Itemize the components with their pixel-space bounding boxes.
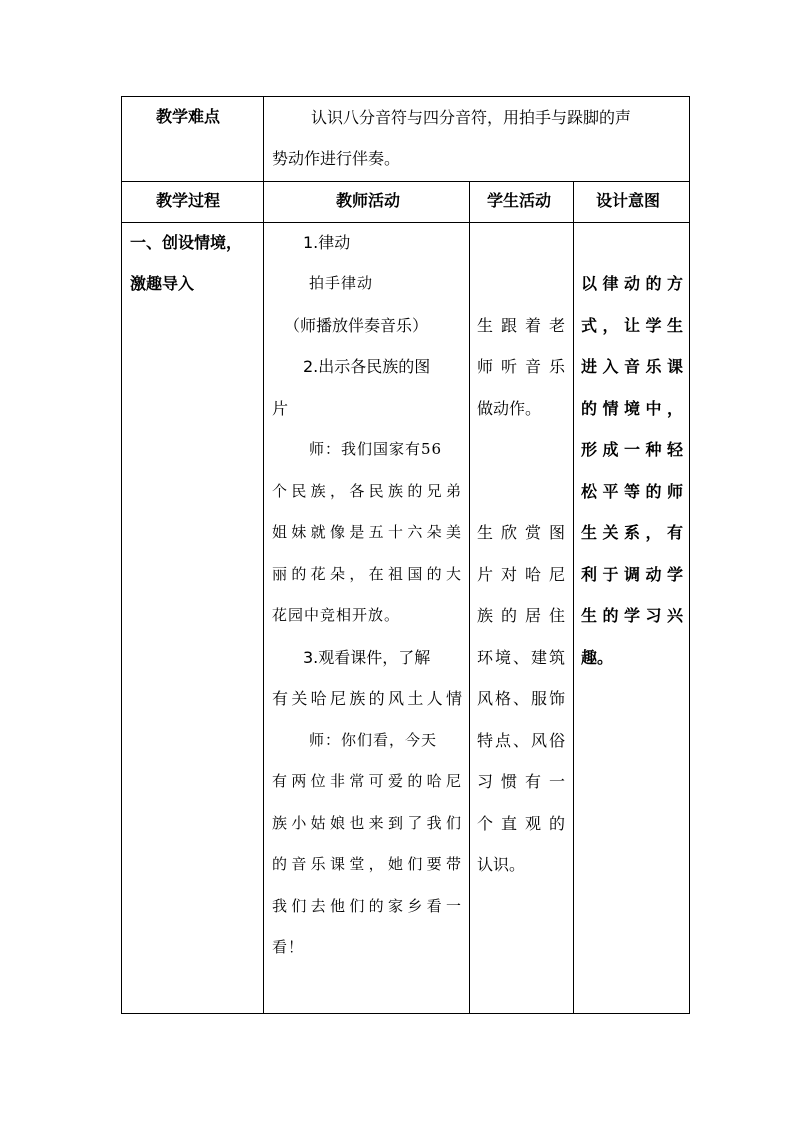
difficulty-line-1: 认识八分音符与四分音符，用拍手与跺脚的声: [311, 108, 632, 127]
teacher-line: 师：你们看，今天: [309, 731, 438, 749]
teacher-line: 的音乐课堂，她们要带: [272, 855, 462, 873]
col-divider-1: [263, 97, 264, 1013]
teacher-line: 有两位非常可爱的哈尼: [272, 772, 462, 790]
design-line: 利于调动学: [581, 565, 683, 584]
design-line: 趣。: [581, 648, 614, 667]
design-line: 生关系，有: [581, 523, 683, 542]
design-line: 形成一种轻: [581, 440, 683, 459]
teacher-line: 花园中竞相开放。: [272, 606, 401, 624]
teacher-line: 我们去他们的家乡看一: [272, 897, 462, 915]
design-line: 以律动的方: [581, 274, 683, 293]
student-line: 习惯有一: [477, 772, 565, 791]
row-divider-1: [122, 181, 689, 182]
student-line: 风格、服饰: [477, 689, 565, 708]
col-divider-3: [573, 181, 574, 1013]
design-line: 式，让学生: [581, 316, 683, 335]
header-teacher: 教师活动: [336, 191, 401, 210]
teacher-line: 师：我们国家有56: [309, 440, 443, 458]
design-line: 进入音乐课: [581, 357, 683, 376]
teacher-line: 片: [272, 399, 289, 418]
teacher-line: 姐妹就像是五十六朵美: [272, 523, 462, 541]
teacher-line: 2.出示各民族的图: [303, 357, 431, 376]
student-line: 族的居住: [477, 606, 565, 625]
teacher-line: 丽的花朵，在祖国的大: [272, 565, 462, 583]
teacher-line: 1.律动: [303, 233, 351, 252]
teacher-line: 3.观看课件，了解: [303, 648, 431, 667]
teacher-line: 拍手律动: [309, 274, 374, 292]
student-line: 生跟着老: [477, 316, 565, 335]
design-line: 生的学习兴: [581, 606, 683, 625]
student-line: 环境、建筑: [477, 648, 565, 667]
design-line: 松平等的师: [581, 482, 683, 501]
header-student: 学生活动: [487, 191, 552, 210]
student-line: 生欣赏图: [477, 523, 565, 542]
student-line: 特点、风俗: [477, 731, 565, 750]
teacher-line: 看！: [272, 938, 305, 956]
teacher-line: 有关哈尼族的风土人情: [272, 689, 462, 708]
student-line: 做动作。: [477, 399, 542, 418]
student-line: 师听音乐: [477, 357, 565, 376]
section-title-line-1: 一、创设情境，: [130, 233, 243, 252]
difficulty-line-2: 势动作进行伴奏。: [272, 149, 401, 168]
col-divider-2: [469, 181, 470, 1013]
section-title-line-2: 激趣导入: [130, 274, 195, 293]
header-process: 教学过程: [156, 191, 221, 210]
teacher-line: 族小姑娘也来到了我们: [272, 814, 462, 832]
student-line: 个直观的: [477, 814, 565, 833]
teacher-line: （师播放伴奏音乐）: [284, 316, 429, 335]
lesson-plan-table: [121, 96, 690, 1014]
teacher-line: 个民族，各民族的兄弟: [272, 482, 462, 500]
student-line: 片对哈尼: [477, 565, 565, 584]
student-line: 认识。: [477, 855, 526, 874]
header-design: 设计意图: [596, 191, 661, 210]
design-line: 的情境中，: [581, 399, 683, 418]
difficulty-label: 教学难点: [156, 107, 221, 126]
